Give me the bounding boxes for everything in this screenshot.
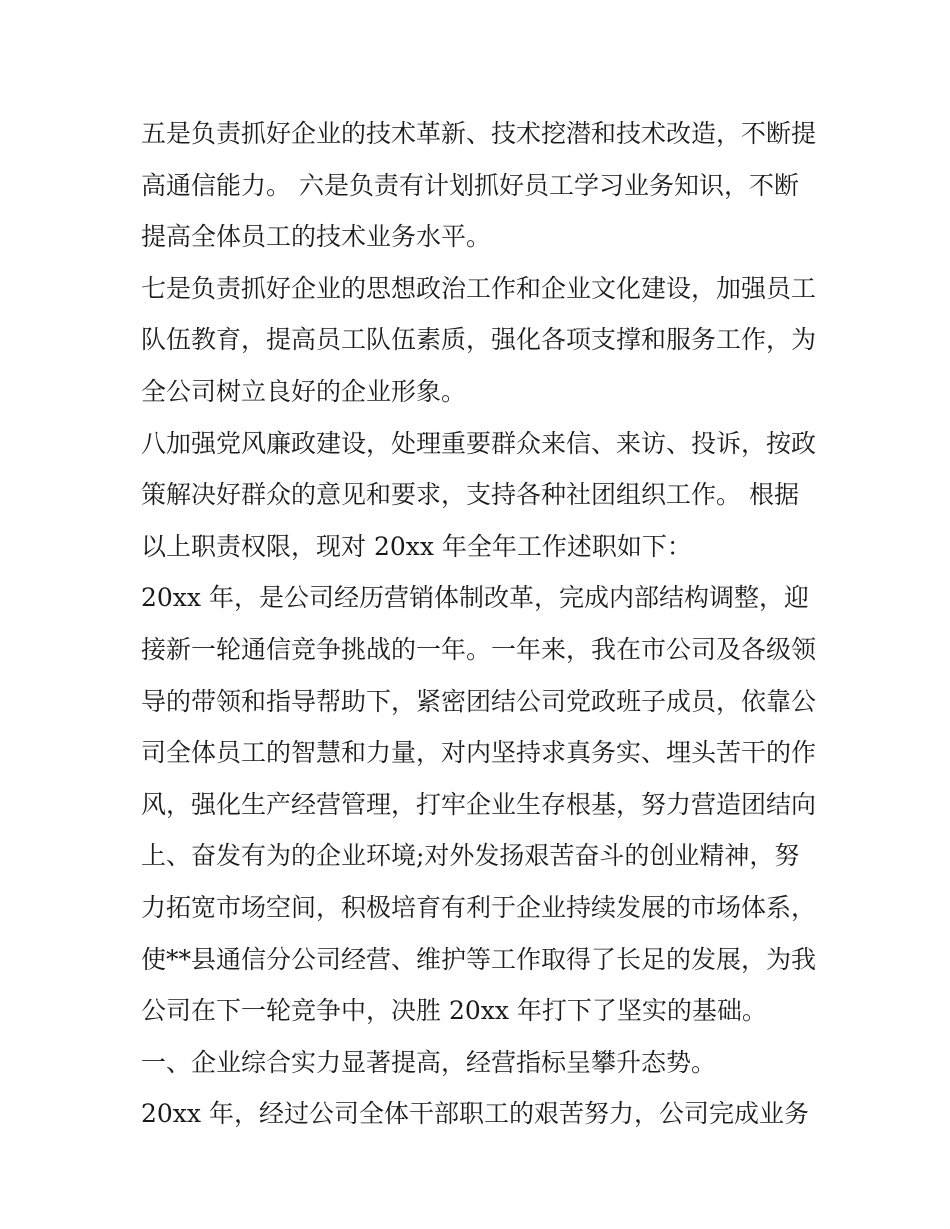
text-line: 高通信能力。 六是负责有计划抓好员工学习业务知识，不断: [141, 170, 799, 200]
text-line: 八加强党风廉政建设，处理重要群众来信、来访、投诉，按政: [141, 428, 817, 458]
text-line: 全公司树立良好的企业形象。: [141, 376, 467, 406]
text-line: 以上职责权限，现对 20xx 年全年工作述职如下：: [141, 531, 692, 561]
text-line: 力拓宽市场空间，积极培育有利于企业持续发展的市场体系，: [141, 892, 817, 922]
section-heading: 一、企业综合实力显著提高，经营指标呈攀升态势。: [141, 1047, 717, 1077]
text-line: 导的带领和指导帮助下，紧密团结公司党政班子成员，依靠公: [141, 686, 817, 716]
text-line: 队伍教育，提高员工队伍素质，强化各项支撑和服务工作，为: [141, 325, 817, 355]
text-line: 司全体员工的智慧和力量，对内坚持求真务实、埋头苦干的作: [141, 738, 817, 768]
text-line: 五是负责抓好企业的技术革新、技术挖潜和技术改造，不断提: [141, 119, 817, 148]
text-line: 接新一轮通信竞争挑战的一年。一年来，我在市公司及各级领: [141, 634, 817, 664]
text-line: 公司在下一轮竞争中，决胜 20xx 年打下了坚实的基础。: [141, 996, 767, 1026]
text-line: 20xx 年，是公司经历营销体制改革，完成内部结构调整，迎: [141, 583, 809, 613]
text-line: 使**县通信分公司经营、维护等工作取得了长足的发展，为我: [141, 944, 817, 974]
text-line: 策解决好群众的意见和要求，支持各种社团组织工作。 根据: [141, 480, 799, 510]
text-line: 20xx 年，经过公司全体干部职工的艰苦努力，公司完成业务: [141, 1099, 809, 1129]
text-line: 提高全体员工的技术业务水平。: [141, 222, 492, 252]
text-line: 上、奋发有为的企业环境;对外发扬艰苦奋斗的创业精神，努: [141, 841, 800, 871]
document-body: [141, 108, 821, 1140]
text-line: 七是负责抓好企业的思想政治工作和企业文化建设，加强员工: [141, 273, 817, 303]
text-line: 风，强化生产经营管理，打牢企业生存根基，努力营造团结向: [141, 789, 817, 819]
